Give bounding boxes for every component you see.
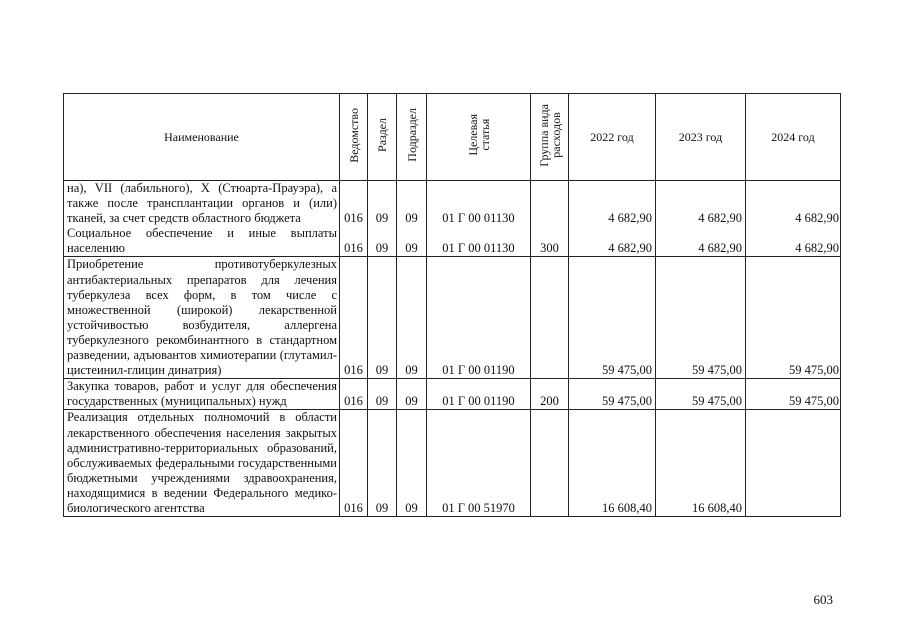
row-2023: 59 475,00 <box>656 257 746 379</box>
table-row <box>64 410 841 517</box>
row-name: на), VII (лабильного), X (Стюарта-Прауэра), а также после трансплантации органов и (или) тканей, за счет средств областного бюджета <box>64 181 340 227</box>
row-expense-group: 200 <box>531 379 569 410</box>
row-2023: 4 682,90 <box>656 226 746 257</box>
row-target-article: 01 Г 00 01190 <box>427 379 531 410</box>
row-department: 016 <box>340 181 368 227</box>
row-2024 <box>746 410 841 517</box>
row-subsection: 09 <box>397 181 427 227</box>
header-2023: 2023 год <box>656 94 746 181</box>
row-department: 016 <box>340 410 368 517</box>
row-name: Закупка товаров, работ и услуг для обеспечения государственных (муниципальных) нужд <box>64 379 340 410</box>
header-target-article: Целевая статья <box>427 94 531 181</box>
row-subsection: 09 <box>397 410 427 517</box>
row-expense-group: 300 <box>531 226 569 257</box>
table-row <box>64 181 841 227</box>
row-2022: 4 682,90 <box>569 226 656 257</box>
row-subsection: 09 <box>397 379 427 410</box>
row-section: 09 <box>368 181 397 227</box>
row-name: Реализация отдельных полномочий в области лекарственного обеспечения населения закрытых административно-территориальных образований, обслуживаемых федеральными государственными бюджетными учреждениями здравоохранения, находящимися в ведении Федерального медико-биологического агентства <box>64 410 340 517</box>
row-department: 016 <box>340 257 368 379</box>
header-2022: 2022 год <box>569 94 656 181</box>
row-name: Приобретение противотуберкулезных антибактериальных препаратов для лечения туберкулеза всех форм, в том числе с множественной (широкой) лекарственной устойчивостью возбудителя, аллергена туберкулезного рекомбинантного в стандартном разведении, адъювантов химиотерапии (глутамил-цистеинил-глицин динатрия) <box>64 257 340 379</box>
header-row <box>64 94 841 181</box>
row-2022: 59 475,00 <box>569 379 656 410</box>
row-2023: 4 682,90 <box>656 181 746 227</box>
header-expense-group: Группа вида расходов <box>531 94 569 181</box>
row-target-article: 01 Г 00 01130 <box>427 181 531 227</box>
row-section: 09 <box>368 379 397 410</box>
row-2024: 4 682,90 <box>746 181 841 227</box>
row-target-article: 01 Г 00 51970 <box>427 410 531 517</box>
row-section: 09 <box>368 257 397 379</box>
row-target-article: 01 Г 00 01130 <box>427 226 531 257</box>
row-name: Социальное обеспечение и иные выплаты населению <box>64 226 340 257</box>
table-row <box>64 379 841 410</box>
row-target-article: 01 Г 00 01190 <box>427 257 531 379</box>
row-section: 09 <box>368 410 397 517</box>
row-2022: 4 682,90 <box>569 181 656 227</box>
row-department: 016 <box>340 226 368 257</box>
row-2022: 16 608,40 <box>569 410 656 517</box>
row-2023: 16 608,40 <box>656 410 746 517</box>
row-expense-group <box>531 257 569 379</box>
row-subsection: 09 <box>397 226 427 257</box>
table-row <box>64 257 841 379</box>
row-subsection: 09 <box>397 257 427 379</box>
budget-table <box>63 93 841 517</box>
header-subsection: Подраздел <box>397 94 427 181</box>
header-name: Наименование <box>64 94 340 181</box>
row-2024: 4 682,90 <box>746 226 841 257</box>
row-2023: 59 475,00 <box>656 379 746 410</box>
row-section: 09 <box>368 226 397 257</box>
page-number: 603 <box>813 592 833 607</box>
row-2024: 59 475,00 <box>746 257 841 379</box>
row-2022: 59 475,00 <box>569 257 656 379</box>
header-section: Раздел <box>368 94 397 181</box>
header-2024: 2024 год <box>746 94 841 181</box>
row-expense-group <box>531 181 569 227</box>
header-department: Ведомство <box>340 94 368 181</box>
row-2024: 59 475,00 <box>746 379 841 410</box>
row-department: 016 <box>340 379 368 410</box>
table-row <box>64 226 841 257</box>
row-expense-group <box>531 410 569 517</box>
